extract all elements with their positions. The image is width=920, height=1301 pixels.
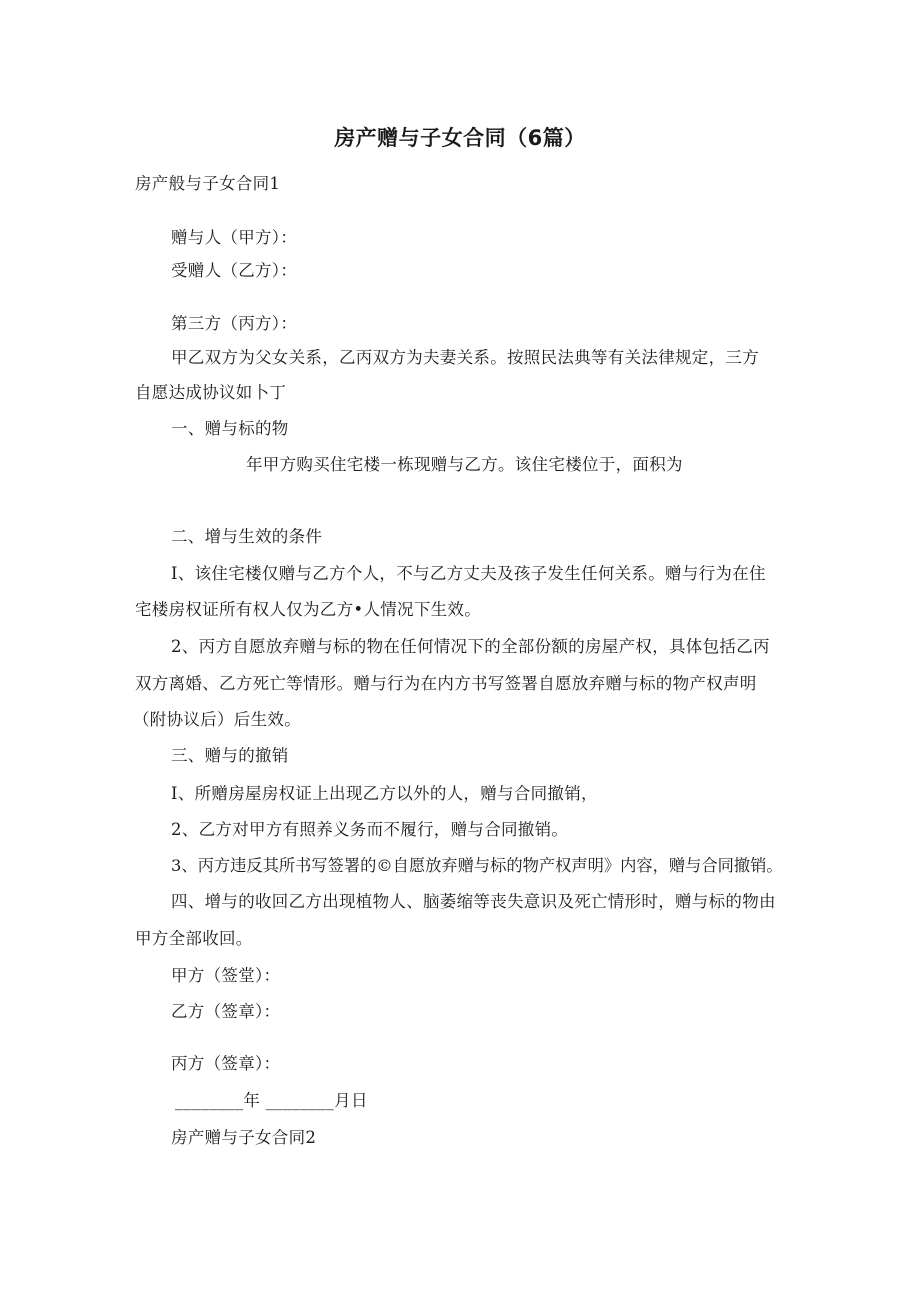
clause4-line2: 甲方全部收回。	[135, 929, 253, 948]
signature-party-c: 丙方（签章）：	[171, 1054, 281, 1073]
clause2-item1-line2: 宅楼房权证所有权人仅为乙方•人情况下生效。	[135, 600, 482, 619]
intro-line-1: 甲乙双方为父女关系，乙丙双方为夫妻关系。按照民法典等有关法律规定，三方	[171, 348, 759, 367]
clause3-item2: 2、乙方对甲方有照养义务而不履行，赠与合同撤销。	[171, 820, 569, 839]
clause3-heading: 三、赠与的撤销	[171, 746, 289, 765]
clause2-heading: 二、增与生效的条件	[171, 527, 323, 546]
section2-heading: 房产赠与子女合同2	[171, 1128, 317, 1147]
clause4-line1: 四、增与的收回乙方出现植物人、脑萎缩等丧失意识及死亡情形时，赠与标的物由	[171, 892, 776, 911]
donor-label: 赠与人（甲方）：	[171, 228, 298, 247]
donee-label: 受赠人（乙方）：	[171, 261, 298, 280]
third-party-label: 第三方（丙方）：	[171, 314, 298, 333]
clause2-item2-line1: 2、丙方自愿放弃赠与标的物在任何情况下的全部份额的房屋产权，具体包括乙丙	[171, 637, 770, 656]
clause2-item1-line1: I、该住宅楼仅赠与乙方个人，不与乙方丈夫及孩子发生任何关系。赠与行为在住	[171, 564, 766, 583]
date-line: ________年 ________月日	[175, 1091, 368, 1110]
signature-party-b: 乙方（签章）：	[171, 1002, 281, 1021]
clause3-item3: 3、丙方违反其所书写签署的©自愿放弃赠与标的物产权声明》内容，赠与合同撤销。	[171, 856, 783, 875]
clause2-item2-line3: （附协议后）后生效。	[133, 710, 301, 729]
clause3-item1: I、所赠房屋房权证上出现乙方以外的人，赠与合同撤销，	[171, 784, 598, 803]
signature-party-a: 甲方（签堂）：	[171, 966, 281, 985]
clause1-body: 年甲方购买住宅楼一栋现赠与乙方。该住宅楼位于，面积为	[246, 455, 683, 474]
clause1-heading: 一、赠与标的物	[171, 419, 289, 438]
clause2-item2-line2: 双方离婚、乙方死亡等情形。赠与行为在内方书写签署自愿放弃赠与标的物产权声明	[135, 674, 757, 693]
intro-line-2: 自愿达成协议如卜丁	[135, 383, 287, 402]
document-title: 房产赠与子女合同（6篇）	[334, 126, 586, 150]
section1-heading: 房产般与子女合同1	[135, 174, 281, 193]
